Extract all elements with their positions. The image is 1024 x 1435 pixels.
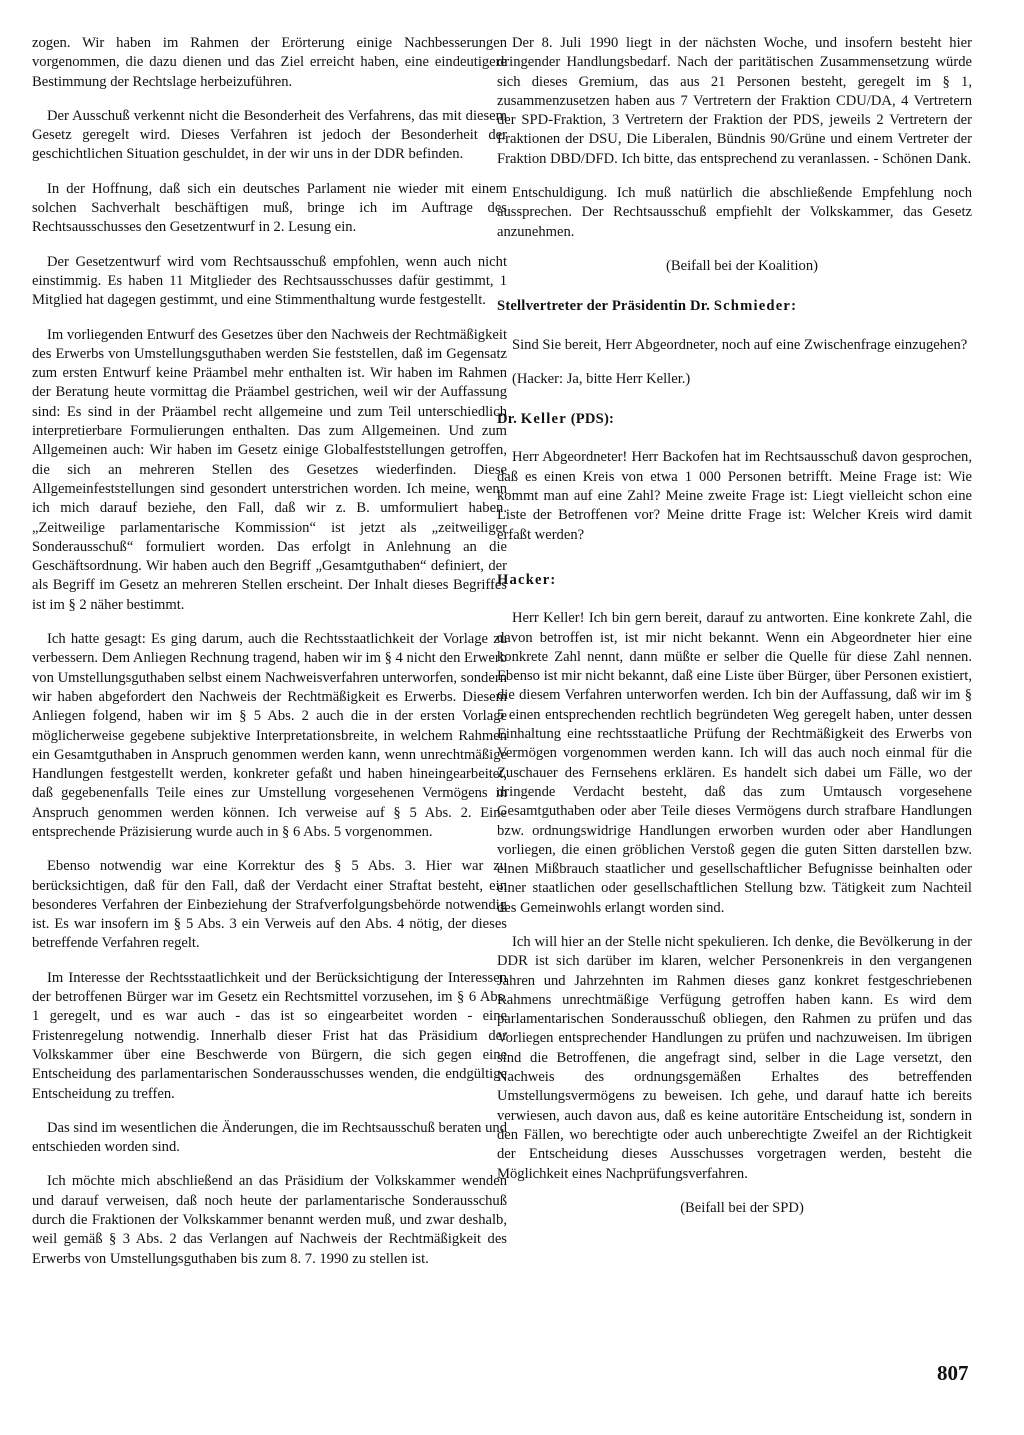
paragraph: Ich hatte gesagt: Es ging darum, auch die Rechtsstaatlichkeit der Vorlage zu verbessern. Dem Anliegen Rechnung tragend, haben wir im § 4 nicht den Erwerb von Umstellungsguthaben selbst einem Nachweisverfahren unterworfen, sondern wir haben abgefordert den Nachweis der Rechtmäßigkeit es Erwerbs. Diesem Anliegen folgend, haben wir im § 5 Abs. 2 auch die in der ersten Vorlage möglicherweise gegebene subjektive Interpretationsbreite, in welchem Rahmen ein Gesamtguthaben in Anspruch genommen werden kann, wenn unrechtmäßige Handlungen festgestellt werden, konkreter gefaßt und haben hineingearbeitet, daß gegebenenfalls Teile eines zur Umstellung vorgesehenen Vermögens in Anspruch genommen werden können. Ich verweise auf § 5 Abs. 2. Eine entsprechende Präzisierung wurde auch in § 6 Abs. 5 vorgenommen. [32,631,507,840]
paragraph: Das sind im wesentlichen die Änderungen, die im Rechtsausschuß beraten und entschieden worden sind. [32,1119,507,1156]
paragraph: zogen. Wir haben im Rahmen der Erörterung einige Nachbesserungen vorgenommen, die dazu dienen und das Ziel erreicht haben, eine eindeutigere Bestimmung der Rechtslage herbeizuführen. [32,35,507,90]
paragraph: Herr Keller! Ich bin gern bereit, darauf zu antworten. Eine konkrete Zahl, die davon betroffen ist, ist mir nicht bekannt. Wenn ein Abgeordneter hier eine konkrete Zahl nennt, dann müßte er selber die Quelle für diese Zahl nennen. Ebenso ist mir nicht bekannt, daß eine Liste über Bürger, über Personen existiert, die diesem Verfahren unterworfen werden. Ich bin der Auffassung, daß wir im § 5 einen entsprechenden rechtlich begründeten Weg geregelt haben, unter dessen Einhaltung eine rechtsstaatliche Prüfung der Rechtmäßigkeit des Erwerbs von Vermögen vorgenommen werden kann. Ich will das auch noch einmal für die Zuschauer des Fernsehens erklären. Es handelt sich dabei um Fälle, wo der dringende Verdacht besteht, daß das zum Umtausch vorgesehene Gesamtguthaben oder aber Teile dieses Vermögens durch strafbare Handlungen bzw. ordnungswidrige Handlungen erworben wurden oder aber Handlungen vorliegen, die einen gröblichen Verstoß gegen die guten Sitten darstellen bzw. einen Mißbrauch staatlicher und gesellschaftlicher Befugnisse beinhalten oder einer staatlichen oder gesellschaftlichen Stellung bzw. Tätigkeit zum Nachteil des Gemeinwohls erlangt worden sind. [497,610,972,916]
paragraph: Der Gesetzentwurf wird vom Rechtsausschuß empfohlen, wenn auch nicht einstimmig. Es haben 11 Mitglieder des Rechtsausschusses dafür gestimmt, 1 Mitglied hat dagegen gestimmt, und eine Stimmenthaltung wurde festgestellt. [32,253,507,309]
paragraph: Ich möchte mich abschließend an das Präsidium der Volkskammer wenden und darauf verweisen, daß noch heute der parlamentarische Sonderausschuß durch die Fraktionen der Volkskammer benannt werden muß, und zwar deshalb, weil gemäß § 3 Abs. 2 das Verlangen auf Nachweis der Rechtmäßigkeit des Erwerbs von Umstellungsguthaben bis zum 8. 7. 1990 zu stellen ist. [32,1173,507,1267]
paragraph: Entschuldigung. Ich muß natürlich die abschließende Empfehlung noch aussprechen. Der Rechtsausschuß empfiehlt der Volkskammer, das Gesetz anzunehmen. [497,185,972,240]
speaker-name: Hacker: [497,571,557,588]
speaker-heading [497,410,972,429]
applause-note: (Beifall bei der Koalition) [666,257,818,274]
speaker-heading [497,297,972,316]
speaker-name: Schmieder: [713,298,798,315]
page-number: 807 [937,1361,969,1385]
speaker-heading [497,571,972,590]
paragraph: Im Interesse der Rechtsstaatlichkeit und der Berücksichtigung der Interessen der betroffenen Bürger war im Gesetz ein Rechtsmittel vorzusehen, im § 6 Abs. 1 geregelt, und es war auch - das ist so eingearbeitet worden - eine Fristenregelung notwendig. Innerhalb dieser Frist hat das Präsidium der Volkskammer über eine Beschwerde von Bürgern, die sich gegen eine Entscheidung des parlamentarischen Sonderausschusses wenden, die endgültige Entscheidung zu treffen. [32,969,507,1102]
applause-note: (Beifall bei der SPD) [680,1199,804,1216]
paragraph: In der Hoffnung, daß sich ein deutsches Parlament nie wieder mit einem solchen Sachverhalt beschäftigen muß, bringe ich im Auftrage des Rechtsausschusses den Gesetzentwurf in 2. Lesung ein. [32,180,507,236]
speaker-title: Dr. [497,411,521,428]
paragraph: Ebenso notwendig war eine Korrektur des § 5 Abs. 3. Hier war zu berücksichtigen, daß für den Fall, daß der Verdacht einer Straftat besteht, ein besonderes Verfahren der Einbeziehung der Strafverfolgungsbehörde notwendig ist. Es war insofern im § 5 Abs. 3 ein Verweis auf den Abs. 4 nötig, der dieses betreffende Verfahren regelt. [32,858,507,952]
speaker-title: Stellvertreter der Präsidentin Dr. [497,298,714,315]
paragraph: Im vorliegenden Entwurf des Gesetzes über den Nachweis der Rechtmäßigkeit des Erwerbs von Umstellungsguthaben werden Sie feststellen, daß im Gegensatz zum ersten Entwurf keine Präambel mehr enthalten ist. Wir haben im Rahmen der Beratung heute vormittag die Präambel gestrichen, weil wir der Auffassung sind: Es sind in der Präambel recht allgemeine und zum Teil unterschiedlich interpretierbare Formulierungen enthalten. Das zum Allgemeinen. Und zum Allgemeinen auch: Wir haben im Gesetz einige Globalfeststellungen getroffen, die sich an mehreren Stellen des Gesetzes wiederfinden. Diese Allgemeinfeststellungen sind gesondert unterstrichen worden. Ich meine, wenn ich mich darauf beziehe, den Fall, daß wir z. B. umformuliert haben. „Zeitweilige parlamentarische Kommission“ ist jetzt als „zeitweiliger Sonderausschuß“ formuliert worden. Das erfolgt in Anlehnung an die Geschäftsordnung. Wir haben auch den Begriff „Gesamtguthaben“ definiert, der als Begriff im Gesetz an mehreren Stellen erscheint. Der Inhalt dieses Begriffes ist im § 2 näher bestimmt. [32,326,507,613]
speaker-party: (PDS): [566,411,615,428]
paragraph: Der 8. Juli 1990 liegt in der nächsten Woche, und insofern besteht hier dringender Handlungsbedarf. Nach der paritätischen Zusammensetzung würde sich dieses Gremium, das aus 21 Personen besteht, geregelt im § 1, zusammenzusetzen haben aus 7 Vertretern der Fraktion CDU/DA, 4 Vertretern der SPD-Fraktion, 3 Vertretern der Fraktion der PDS, jeweils 2 Vertretern der Fraktionen der DSU, Die Liberalen, Bündnis 90/Grüne und einem Vertreter der Fraktion DBD/DFD. Ich bitte, das entsprechend zu veranlassen. - Schönen Dank. [497,35,972,167]
paragraph: Ich will hier an der Stelle nicht spekulieren. Ich denke, die Bevölkerung in der DDR ist sich darüber im klaren, welcher Personenkreis in den vergangenen Jahren und Jahrzehnten im Rahmen dieses ganz konkret festgeschriebenen Rahmens unrechtmäßige Verfügung getroffen haben kann. Es wird dem parlamentarischen Sonderausschuß obliegen, den Rahmen zu prüfen und das Vorliegen entsprechender Handlungen zu prüfen und nachzuweisen. Im übrigen sind die Betroffenen, die angefragt sind, selber in die Lage versetzt, den Nachweis des ordnungsgemäßen Erhaltes des betreffenden Umstellungsvermögens zu beweisen. Ich gehe, und darauf hatte ich bereits verwiesen, auch davon aus, daß es keine autoritäre Entscheidung ist, sondern in den Fällen, wo berechtigte oder auch unberechtigte Zweifel an der Richtigkeit der Entscheidung dieses Ausschusses vorgetragen werden, besteht die Möglichkeit eines Nachprüfungsverfahren. [497,933,972,1182]
paragraph: Herr Abgeordneter! Herr Backofen hat im Rechtsausschuß davon gesprochen, daß es einen Kreis von etwa 1 000 Personen betrifft. Meine Frage ist: Wie kommt man auf eine Zahl? Meine zweite Frage ist: Liegt vielleicht schon eine Liste der Betroffenen vor? Meine dritte Frage ist: Welcher Kreis wird damit erfaßt werden? [497,449,972,543]
left-column [32,34,507,1284]
interjection: (Hacker: Ja, bitte Herr Keller.) [512,370,691,387]
paragraph: Der Ausschuß verkennt nicht die Besonderheit des Verfahrens, das mit diesem Gesetz geregelt wird. Dieses Verfahren ist jedoch der Besonderheit der geschichtlichen Situation geschuldet, in der wir uns in der DDR befinden. [32,107,507,163]
right-column [497,34,972,1233]
paragraph: Sind Sie bereit, Herr Abgeordneter, noch auf eine Zwischenfrage einzugehen? [512,336,968,353]
speaker-name: Keller [520,411,567,428]
